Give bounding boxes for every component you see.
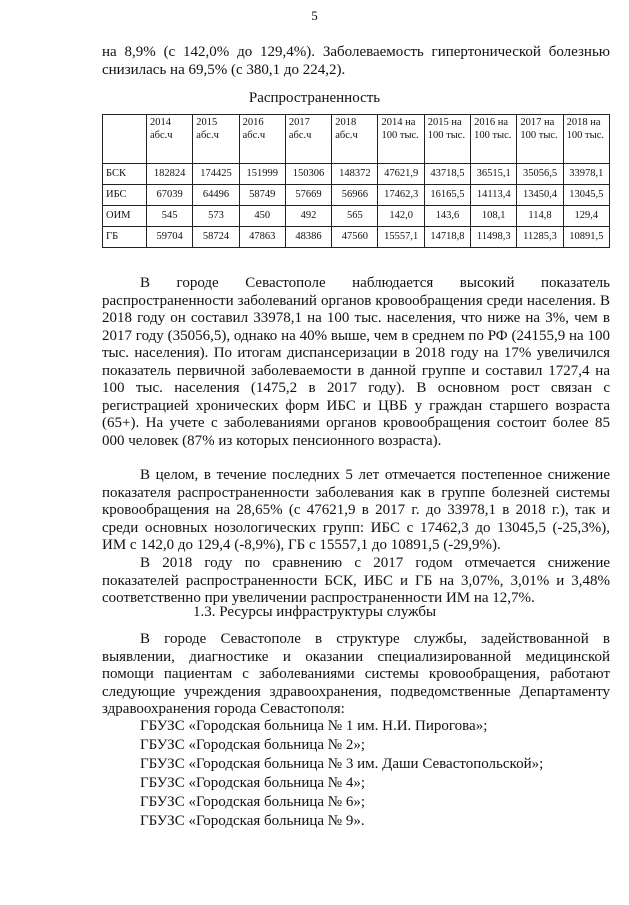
- table-cell: 58724: [193, 227, 239, 248]
- table-cell: 492: [285, 206, 331, 227]
- paragraph-institutions-intro: В городе Севастополе в структуре службы, задействованной в выявлении, диагностике и оказании специализированной медицинской помощи пациентам с заболеваниями системы кровообращения, работают следующие учреждения здравоохранения, подведомственные Департаменту здравоохранения города Севастополя:: [102, 631, 610, 717]
- table-row: [103, 164, 610, 185]
- table-cell: 35056,5: [517, 164, 563, 185]
- table-cell: 17462,3: [378, 185, 424, 206]
- table-cell: 148372: [332, 164, 378, 185]
- header-cell: 2015 на 100 тыс.: [424, 115, 470, 164]
- table-cell: 108,1: [471, 206, 517, 227]
- list-item: ГБУЗС «Городская больница № 3 им. Даши Севастопольской»;: [140, 756, 544, 772]
- table-cell: 14113,4: [471, 185, 517, 206]
- table-cell: 11498,3: [471, 227, 517, 248]
- header-cell: 2014 на 100 тыс.: [378, 115, 424, 164]
- table-cell: 142,0: [378, 206, 424, 227]
- table-cell: 13045,5: [563, 185, 609, 206]
- table-cell: 48386: [285, 227, 331, 248]
- header-cell: [103, 115, 147, 164]
- intro-line: на 8,9% (с 142,0% до 129,4%). Заболеваемость гипертонической болезнью: [102, 44, 610, 60]
- table-cell: 114,8: [517, 206, 563, 227]
- prevalence-table: [102, 114, 610, 248]
- list-item: ГБУЗС «Городская больница № 6»;: [140, 794, 366, 810]
- page-number: 5: [311, 8, 318, 23]
- table-row: [103, 206, 610, 227]
- table-cell: 47621,9: [378, 164, 424, 185]
- table-caption: Распространенность: [248, 90, 381, 106]
- list-item: ГБУЗС «Городская больница № 1 им. Н.И. Пирогова»;: [140, 718, 488, 734]
- table-cell: 56966: [332, 185, 378, 206]
- table-cell: 47863: [239, 227, 285, 248]
- table-cell: 11285,3: [517, 227, 563, 248]
- list-item: ГБУЗС «Городская больница № 2»;: [140, 737, 366, 753]
- table-cell: 565: [332, 206, 378, 227]
- table-cell: 57669: [285, 185, 331, 206]
- header-cell: 2017 на 100 тыс.: [517, 115, 563, 164]
- paragraph-prevalence: В городе Севастополе наблюдается высокий показатель распространенности заболеваний органов кровообращения среди населения. В 2018 году он составил 33978,1 на 100 тыс. населения, что ниже на 3%, чем в 2017 году (35056,5), однако на 40% выше, чем в среднем по РФ (24155,9 на 100 тыс. населения). По итогам диспансеризации в 2018 году на 17% увеличился показатель первичной заболеваемости в данной группе и составил 1727,4 на 100 тыс. населения (1475,2 в 2017 году). В основном рост связан с регистрацией хронических форм ИБС и ЦВБ у граждан старшего возраста (65+). На учете с заболеваниями органов кровообращения состоит более 85 000 человек (87% из которых пенсионного возраста).: [102, 275, 610, 449]
- table-cell: 13450,4: [517, 185, 563, 206]
- institution-list: [140, 717, 543, 831]
- table-cell: 450: [239, 206, 285, 227]
- table-cell: 150306: [285, 164, 331, 185]
- intro-line: снизилась на 69,5% (с 380,1 до 224,2).: [102, 61, 346, 78]
- header-cell: 2016 абс.ч: [239, 115, 285, 164]
- table-cell: 16165,5: [424, 185, 470, 206]
- table-cell: 14718,8: [424, 227, 470, 248]
- section-title: 1.3. Ресурсы инфраструктуры службы: [192, 604, 437, 620]
- table-cell: 129,4: [563, 206, 609, 227]
- table-cell: 151999: [239, 164, 285, 185]
- table-cell: 545: [147, 206, 193, 227]
- table-cell: 67039: [147, 185, 193, 206]
- paragraph-trend: В целом, в течение последних 5 лет отмечается постепенное снижение показателя распространенности заболевания как в группе болезней системы кровообращения на 28,65% (с 47621,9 в 2017 г. до 33978,1 в 2018 г.), так и среди основных нозологических групп: ИБС с 17462,3 до 13045,5 (-25,3%), ИМ с 142,0 до 129,4 (-8,9%), ГБ с 15557,1 до 10891,5 (-29,9%).: [102, 467, 610, 553]
- table-row: [103, 185, 610, 206]
- paragraph-comparison: В 2018 году по сравнению с 2017 годом отмечается снижение показателей распространенности БСК, ИБС и ГБ на 3,07%, 3,01% и 3,48% соответственно при увеличении распространенности ИМ на 12,7%.: [102, 555, 610, 606]
- table-cell: 143,6: [424, 206, 470, 227]
- table-cell: 33978,1: [563, 164, 609, 185]
- table-cell: 573: [193, 206, 239, 227]
- header-cell: 2017 абс.ч: [285, 115, 331, 164]
- table-header-row: [103, 115, 610, 164]
- table-cell: 64496: [193, 185, 239, 206]
- table-cell: 43718,5: [424, 164, 470, 185]
- row-label: ИБС: [103, 185, 147, 206]
- header-cell: 2014 абс.ч: [147, 115, 193, 164]
- table-cell: 174425: [193, 164, 239, 185]
- table-cell: 15557,1: [378, 227, 424, 248]
- header-cell: 2018 на 100 тыс.: [563, 115, 609, 164]
- header-cell: 2015 абс.ч: [193, 115, 239, 164]
- intro-text: [102, 44, 610, 79]
- row-label: ОИМ: [103, 206, 147, 227]
- row-label: БСК: [103, 164, 147, 185]
- table-cell: 182824: [147, 164, 193, 185]
- list-item: ГБУЗС «Городская больница № 9».: [140, 813, 365, 829]
- row-label: ГБ: [103, 227, 147, 248]
- table-row: [103, 227, 610, 248]
- list-item: ГБУЗС «Городская больница № 4»;: [140, 775, 366, 791]
- table-cell: 59704: [147, 227, 193, 248]
- table-cell: 36515,1: [471, 164, 517, 185]
- header-cell: 2016 на 100 тыс.: [471, 115, 517, 164]
- table-cell: 47560: [332, 227, 378, 248]
- header-cell: 2018 абс.ч: [332, 115, 378, 164]
- table-cell: 10891,5: [563, 227, 609, 248]
- table-cell: 58749: [239, 185, 285, 206]
